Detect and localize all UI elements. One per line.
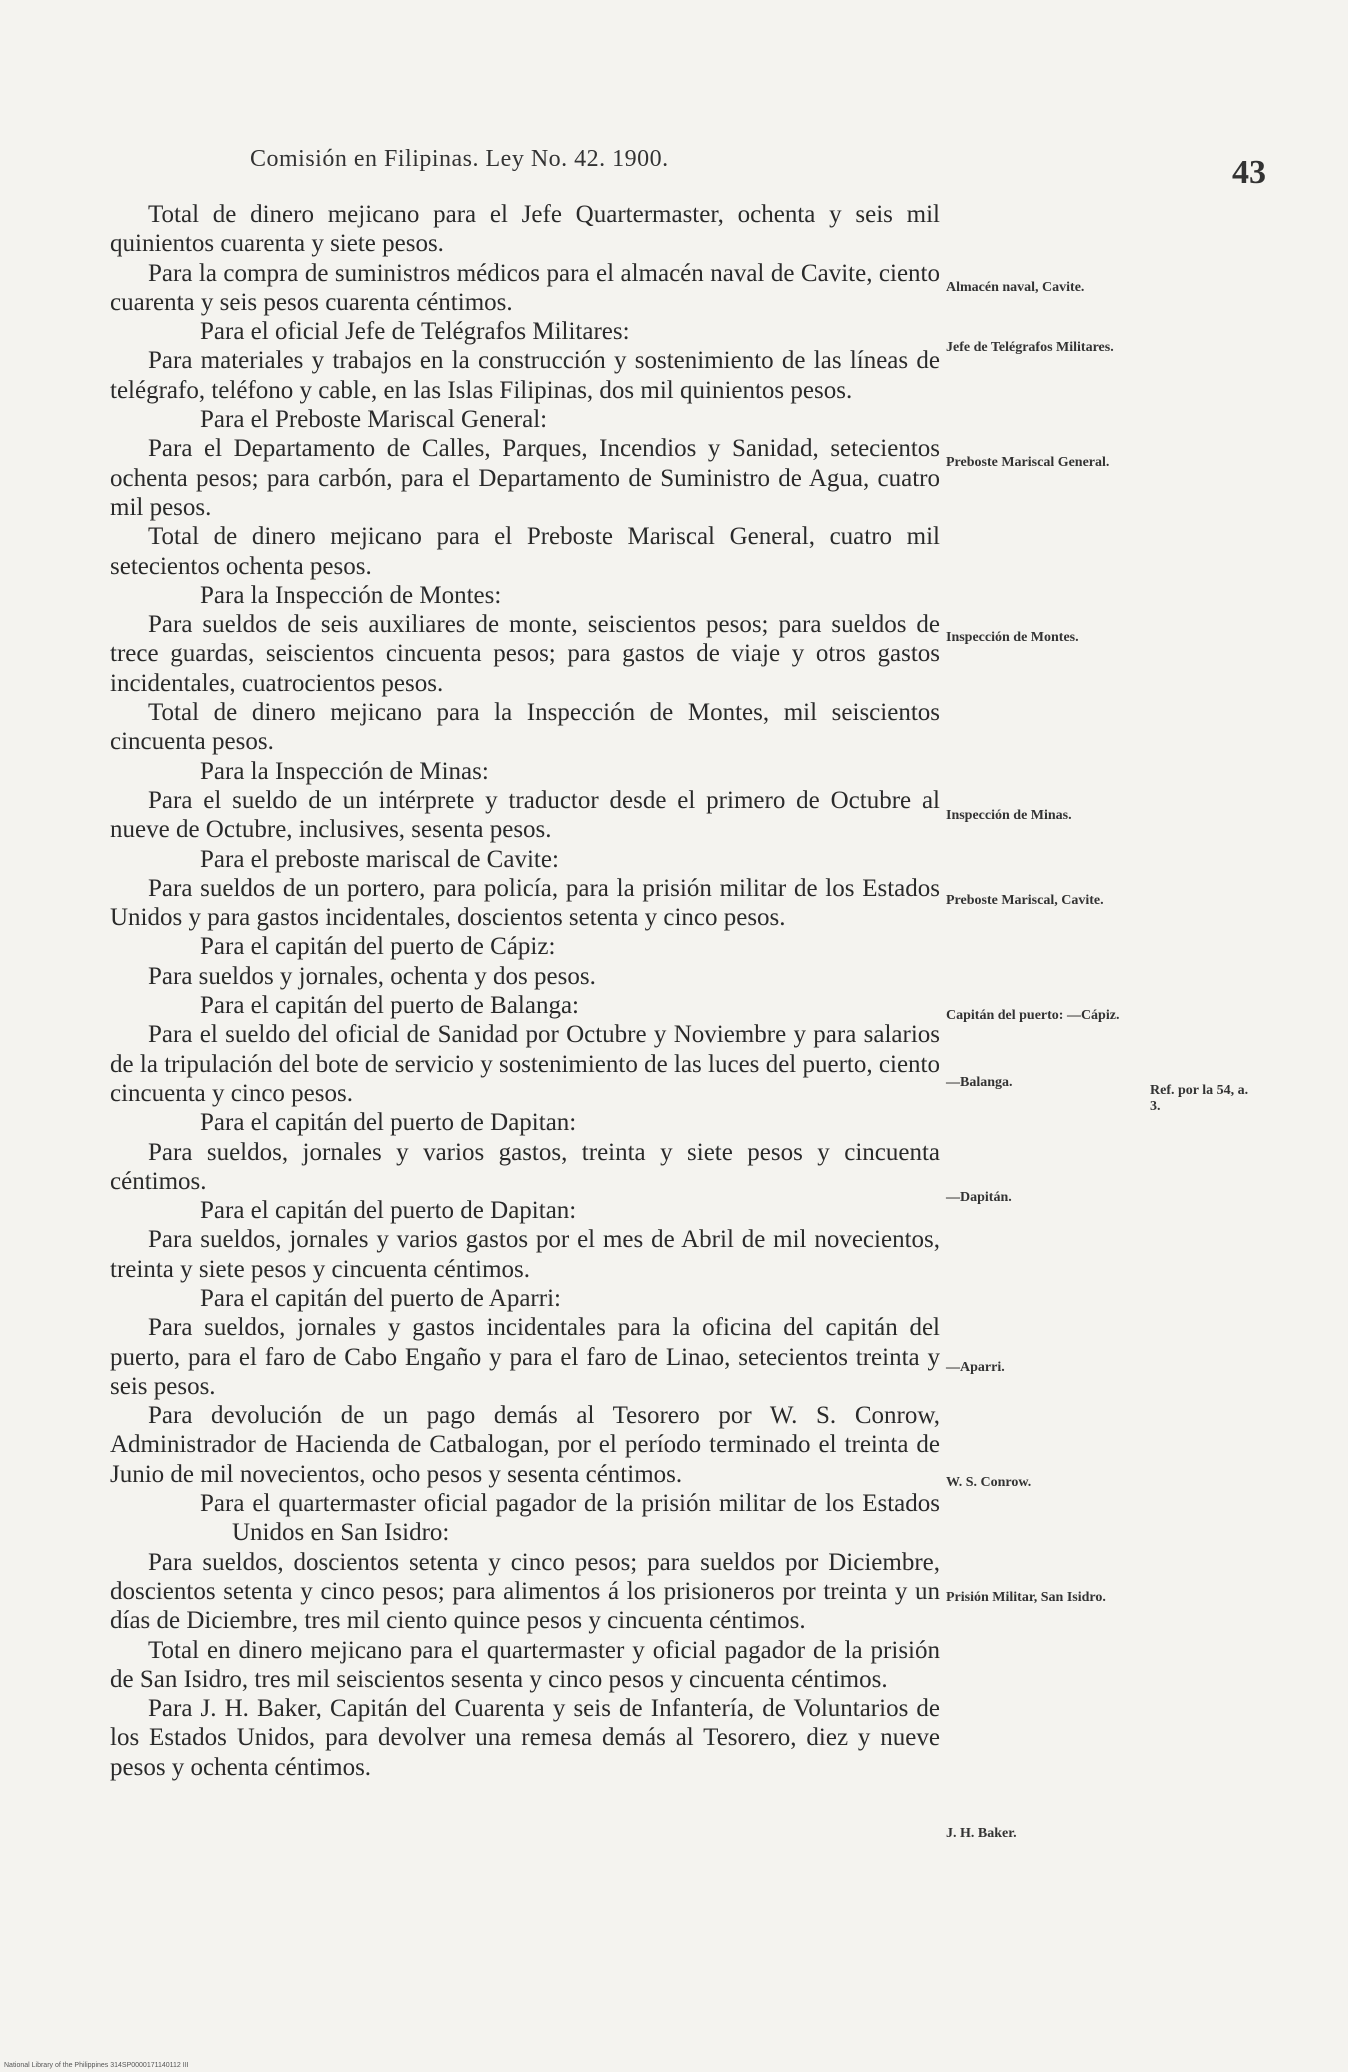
paragraph: Para la compra de suministros médicos para el almacén naval de Cavite, ciento cuarenta y seis pesos cuarenta céntimos. bbox=[110, 259, 940, 316]
paragraph: Para sueldos, jornales y varios gastos por el mes de Abril de mil novecientos, treinta y siete pesos y cincuenta céntimos. bbox=[110, 1226, 940, 1283]
section-heading: Para el capitán del puerto de Aparri: bbox=[200, 1284, 561, 1312]
paragraph: Para sueldos, jornales y gastos incidentales para la oficina del capitán del puerto, para el faro de Cabo Engaño y para el faro de Linao, setecientos treinta y seis pesos. bbox=[110, 1314, 940, 1400]
paragraph: Para J. H. Baker, Capitán del Cuarenta y seis de Infantería, de Voluntarios de los Estados Unidos, para devolver una remesa demás al Tesorero, diez y nueve pesos y ochenta céntimos. bbox=[110, 1695, 940, 1781]
section-heading: Para el oficial Jefe de Telégrafos Militares: bbox=[200, 318, 630, 346]
margin-note: Jefe de Telégrafos Militares. bbox=[946, 340, 1114, 355]
paragraph: Para sueldos de un portero, para policía, para la prisión militar de los Estados Unidos y para gastos incidentales, doscientos setenta y cinco pesos. bbox=[110, 874, 940, 932]
paragraph: Para sueldos, jornales y varios gastos, treinta y siete pesos y cincuenta céntimos. bbox=[110, 1138, 940, 1195]
paragraph: Para el sueldo del oficial de Sanidad por Octubre y Noviembre y para salarios de la tripulación del bote de servicio y sostenimiento de las luces del puerto, ciento cincuenta y cinco pesos. bbox=[110, 1021, 940, 1107]
section-heading: Para la Inspección de Minas: bbox=[200, 757, 489, 785]
margin-note: Inspección de Montes. bbox=[946, 630, 1079, 645]
margin-note: Almacén naval, Cavite. bbox=[946, 280, 1085, 295]
paragraph: Total de dinero mejicano para el Jefe Quartermaster, ochenta y seis mil quinientos cuarenta y siete pesos. bbox=[110, 201, 940, 258]
paragraph: Para el Departamento de Calles, Parques, Incendios y Sanidad, setecientos ochenta pesos; para carbón, para el Departamento de Suministro de Agua, cuatro mil pesos. bbox=[110, 435, 940, 521]
margin-note: —Aparri. bbox=[946, 1360, 1005, 1375]
section-heading: Para el quartermaster oficial pagador de la prisión militar de los Estados Unidos en San Isidro: bbox=[200, 1490, 940, 1547]
body-text bbox=[110, 200, 940, 1782]
margin-note: Inspección de Minas. bbox=[946, 808, 1072, 823]
paragraph: Para materiales y trabajos en la construcción y sostenimiento de las líneas de telégrafo, teléfono y cable, en las Islas Filipinas, dos mil quinientos pesos. bbox=[110, 347, 940, 404]
margin-note: Preboste Mariscal General. bbox=[946, 455, 1110, 470]
section-heading: Para el preboste mariscal de Cavite: bbox=[200, 845, 559, 873]
margin-note: Prisión Militar, San Isidro. bbox=[946, 1590, 1106, 1605]
section-heading: Para el capitán del puerto de Cápiz: bbox=[200, 933, 556, 961]
section-heading: Para el capitán del puerto de Dapitan: bbox=[200, 1109, 577, 1137]
page-number: 43 bbox=[1232, 154, 1266, 191]
margin-note: —Balanga. bbox=[946, 1075, 1013, 1090]
paragraph: Para sueldos de seis auxiliares de monte, seiscientos pesos; para sueldos de trece guardas, seiscientos cincuenta pesos; para gastos de viaje y otros gastos incidentales, cuatrocientos pesos. bbox=[110, 611, 940, 697]
paragraph: Para sueldos, doscientos setenta y cinco pesos; para sueldos por Diciembre, doscientos setenta y cinco pesos; para alimentos á los prisioneros por treinta y un días de Diciembre, tres mil ciento quince pesos y cincuenta céntimos. bbox=[110, 1548, 940, 1635]
margin-note: J. H. Baker. bbox=[946, 1826, 1017, 1841]
section-heading: Para el capitán del puerto de Balanga: bbox=[200, 992, 580, 1020]
library-footer: National Library of the Philippines 314SP0000171140112 III bbox=[4, 2062, 189, 2069]
paragraph: Para devolución de un pago demás al Tesorero por W. S. Conrow, Administrador de Hacienda de Catbalogan, por el período terminado el treinta de Junio de mil novecientos, ocho pesos y sesenta céntimos. bbox=[110, 1402, 940, 1488]
paragraph: Total de dinero mejicano para la Inspección de Montes, mil seiscientos cincuenta pesos. bbox=[110, 699, 940, 756]
margin-note: Capitán del puerto: —Cápiz. bbox=[946, 1008, 1120, 1023]
reference-note: Ref. por la 54, a. 3. bbox=[1150, 1083, 1249, 1114]
section-heading: Para la Inspección de Montes: bbox=[200, 581, 502, 609]
margin-note: Preboste Mariscal, Cavite. bbox=[946, 893, 1104, 908]
margin-note: W. S. Conrow. bbox=[946, 1475, 1032, 1490]
paragraph: Total de dinero mejicano para el Preboste Mariscal General, cuatro mil setecientos ochenta pesos. bbox=[110, 523, 940, 580]
running-header: Comisión en Filipinas. Ley No. 42. 1900. bbox=[250, 146, 669, 172]
margin-note: —Dapitán. bbox=[946, 1190, 1012, 1205]
paragraph: Total en dinero mejicano para el quartermaster y oficial pagador de la prisión de San Isidro, tres mil seiscientos sesenta y cinco pesos y cincuenta céntimos. bbox=[110, 1636, 940, 1693]
section-heading: Para el capitán del puerto de Dapitan: bbox=[200, 1197, 577, 1225]
section-heading: Para el Preboste Mariscal General: bbox=[200, 406, 548, 434]
paragraph: Para el sueldo de un intérprete y traductor desde el primero de Octubre al nueve de Octubre, inclusives, sesenta pesos. bbox=[110, 786, 940, 844]
paragraph: Para sueldos y jornales, ochenta y dos pesos. bbox=[148, 962, 596, 990]
